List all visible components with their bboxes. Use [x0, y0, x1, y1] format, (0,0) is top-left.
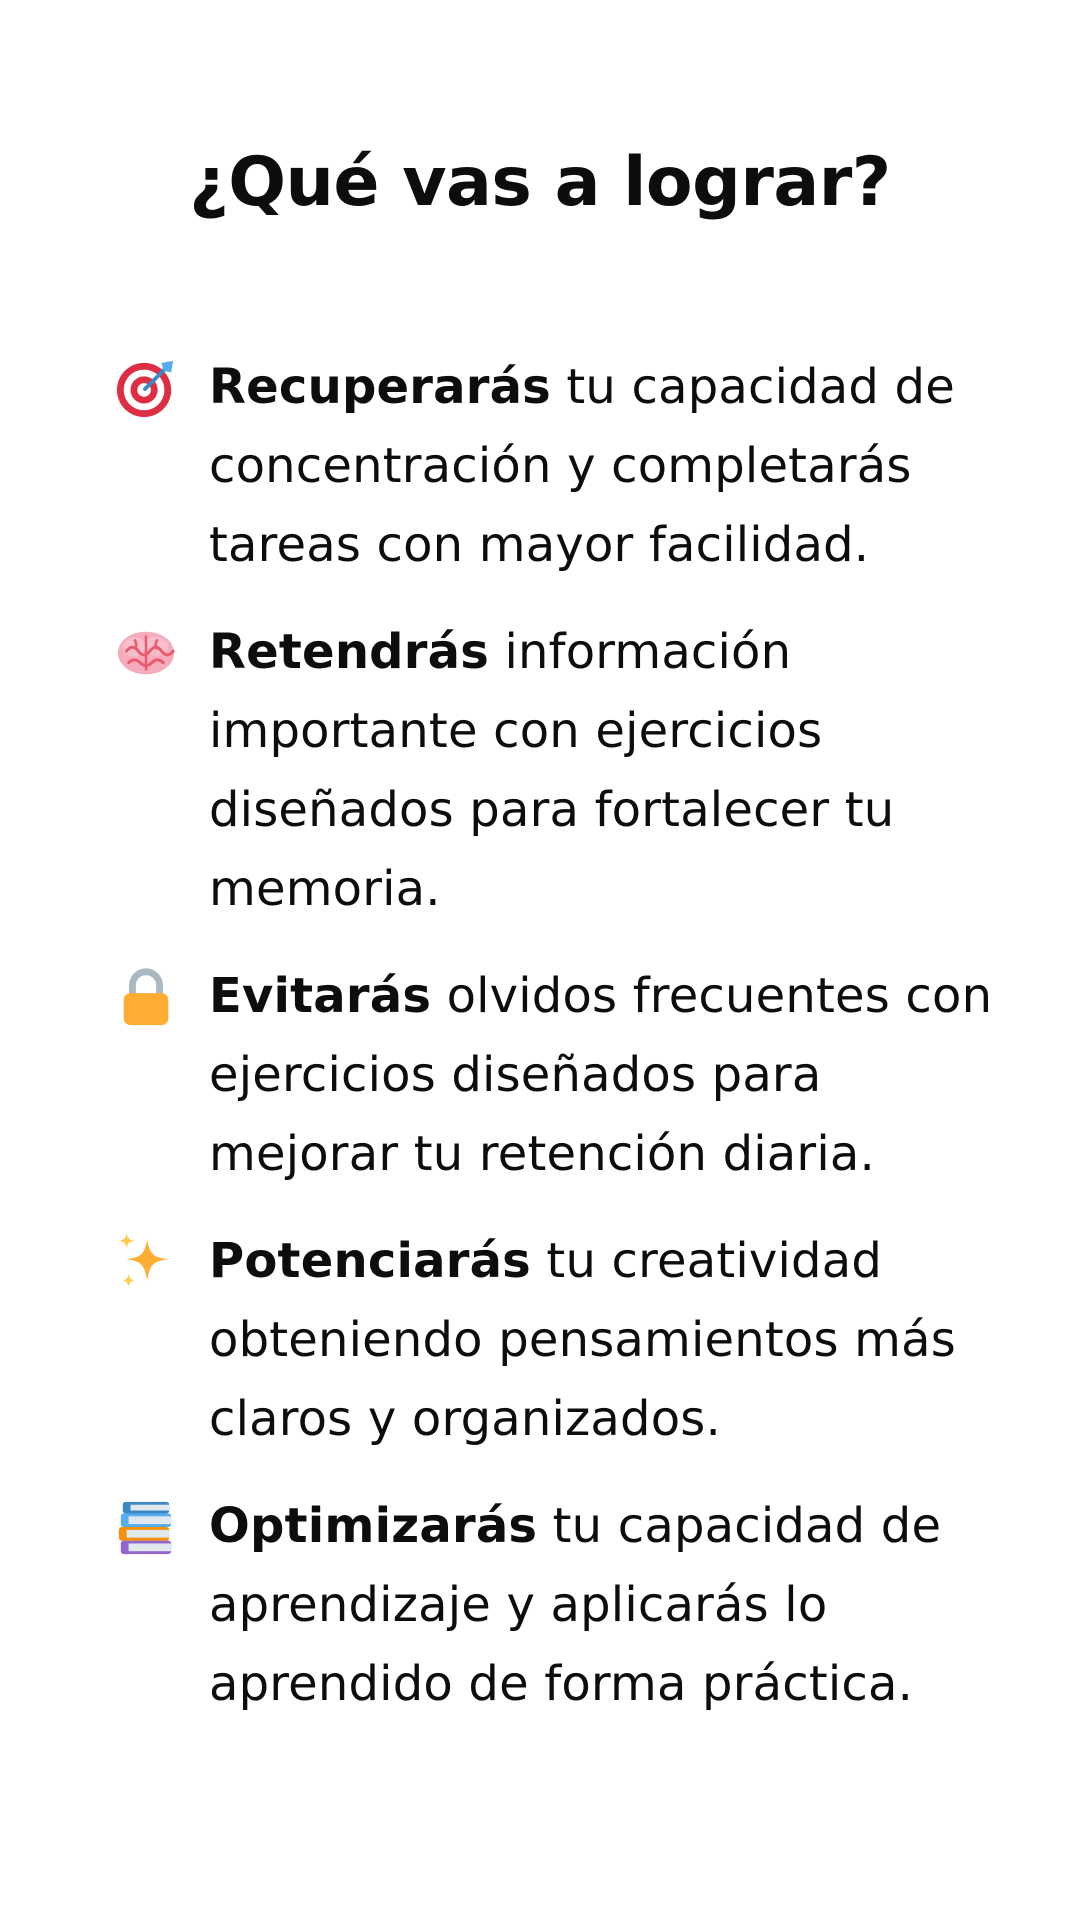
benefit-strong: Retendrás	[209, 624, 489, 680]
benefit-description: tu capacidad de aprendizaje y aplicarás lo aprendido de forma práctica.	[209, 1498, 942, 1712]
benefit-item	[0, 348, 1080, 585]
benefit-description: información importante con ejercicios diseñados para fortalecer tu memoria.	[209, 624, 895, 917]
brain-icon	[115, 622, 177, 684]
benefit-description: tu capacidad de concentración y completarás tareas con mayor facilidad.	[209, 359, 955, 573]
lock-icon	[115, 966, 177, 1028]
benefit-strong: Evitarás	[209, 968, 432, 1024]
benefits-list	[0, 348, 1080, 1752]
benefit-text	[209, 348, 1009, 585]
benefit-strong: Recuperarás	[209, 359, 551, 415]
books-icon	[115, 1496, 177, 1558]
benefit-text	[209, 613, 1009, 929]
benefit-strong: Potenciarás	[209, 1233, 531, 1289]
benefit-item	[0, 613, 1080, 929]
page-title: ¿Qué vas a lograr?	[189, 143, 891, 222]
benefit-item	[0, 1487, 1080, 1724]
benefit-text	[209, 957, 1009, 1194]
benefit-text	[209, 1487, 1009, 1724]
benefit-description: tu creatividad obteniendo pensamientos más claros y organizados.	[209, 1233, 956, 1447]
benefit-strong: Optimizarás	[209, 1498, 538, 1554]
target-icon	[115, 357, 177, 419]
benefit-item	[0, 1222, 1080, 1459]
benefit-item	[0, 957, 1080, 1194]
sparkles-icon	[115, 1231, 177, 1293]
benefit-text	[209, 1222, 1009, 1459]
benefit-description: olvidos frecuentes con ejercicios diseñados para mejorar tu retención diaria.	[209, 968, 993, 1182]
